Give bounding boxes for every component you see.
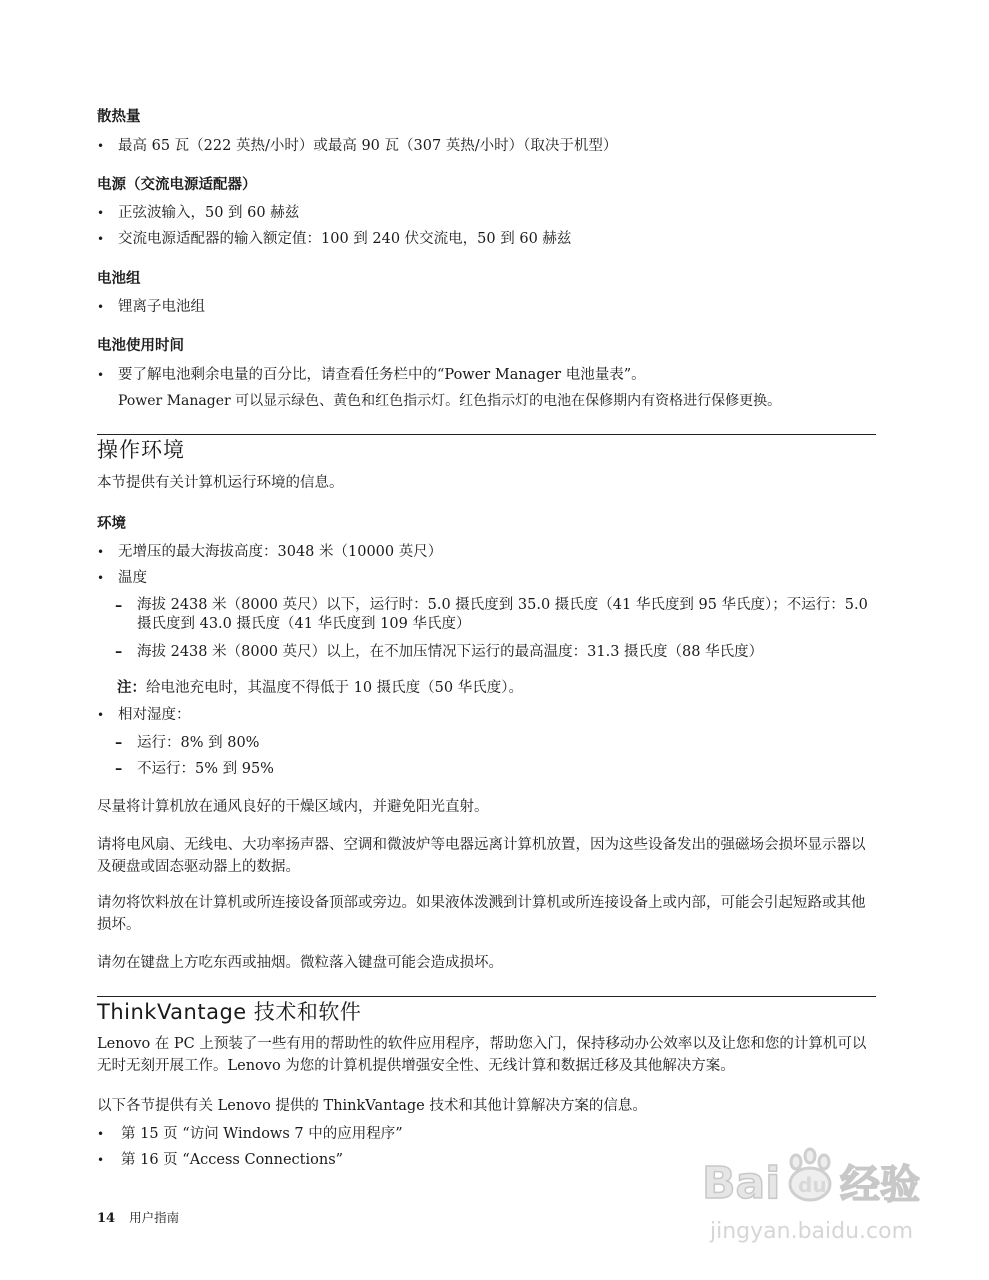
- svg-text:经验: 经验: [840, 1162, 920, 1208]
- section-divider: [97, 996, 876, 997]
- note-label: 注：: [117, 680, 146, 696]
- cross-reference-link[interactable]: 第 16 页 “Access Connections”: [121, 1152, 344, 1168]
- bullet-icon: •: [97, 1127, 105, 1141]
- operating-env-intro: 本节提供有关计算机运行环境的信息。: [97, 475, 344, 491]
- footer-label: 用户指南: [129, 1210, 180, 1225]
- bullet-icon: •: [97, 545, 105, 559]
- battery-life-continuation: Power Manager 可以显示绿色、黄色和红色指示灯。红色指示灯的电池在保修期内有资格进行保修更换。: [118, 393, 782, 409]
- page-footer: [97, 1208, 179, 1226]
- bullet-icon: •: [97, 368, 105, 382]
- sub-list-item: – 海拔 2438 米（8000 英尺）以下，运行时：5.0 摄氏度到 35.0 摄氏度（41 华氏度到 95 华氏度）；不运行：5.0 摄氏度到 43.0 摄氏度（41 华氏度到 109 华氏度）: [115, 597, 868, 632]
- paragraph: 以下各节提供有关 Lenovo 提供的 ThinkVantage 技术和其他计算解决方案的信息。: [97, 1098, 647, 1114]
- bullet-icon: •: [97, 571, 105, 585]
- dash-icon: –: [115, 734, 123, 751]
- note: [117, 677, 523, 699]
- bullet-icon: •: [97, 708, 105, 722]
- dash-icon: –: [115, 597, 123, 614]
- document-page: 散热量 • 最高 65 瓦（222 英热/小时）或最高 90 瓦（307 英热/小时）（取决于机型） 电源（交流电源适配器） • 正弦波输入，50 到 60 赫兹 • 交流电源适配器的输入额定值：100 到 240 伏交流电，50 到 60 赫兹 电池组 • 锂离子电池组 电池使用时间 • 要了解电池剩余电量的百分比，请查看任务栏中的“Power Manager 电池量表”。 Power Manager 可以显示绿色、黄色和红色指示灯。红色指示灯的电池在保修期内有资格进行保修更换。 操作环境 本节提供有关计算机运行环境的信息。 环境 • 无增压的最大海拔高度：3048 米（10000 英尺） • 温度 – 海拔 2438 米（8000 英尺）以下，运行时：5.0 摄氏度到 35.0 摄氏度（41 华氏度到 95 华氏度）；不运行：5.0 摄氏度到 43.0 摄氏度（41 华氏度到 109 华氏度） – 海拔 2438 米（8000 英尺）以上，在不加压情况下运行的最高温度：31.3 摄氏度（88 华氏度） 注：给电池充电时，其温度不得低于 10 摄氏度（50 华氏度）。 • 相对湿度： – 运行：8% 到 80% – 不运行：5% 到 95% 尽量将计算机放在通风良好的干燥区域内，并避免阳光直射。 请将电风扇、无线电、大功率扬声器、空调和微波炉等电器远离计算机放置，因为这些设备发出的强磁场会损坏显示器以及硬盘或固态驱动器上的数据。 请勿将饮料放在计算机或所连接设备顶部或旁边。如果液体泼溅到计算机或所连接设备上或内部，可能会引起短路或其他损坏。 请勿在键盘上方吃东西或抽烟。微粒落入键盘可能会造成损坏。 ThinkVantage 技术和软件 Lenovo 在 PC 上预装了一些有用的帮助性的软件应用程序，帮助您入门，保持移动办公效率以及让您和您的计算机可以无时无刻开展工作。Lenovo 为您的计算机提供增强安全性、无线计算和数据迁移及其他解决方案。 以下各节提供有关 Lenovo 提供的 ThinkVantage 技术和其他计算解决方案的信息。 • 第 15 页 “访问 Windows 7 中的应用程序” • 第 16 页 “Access Connections” 14 用户指南 Bai du 经验 jingyan.baidu.com: [0, 0, 989, 1280]
- section-divider: [97, 434, 876, 435]
- bullet-icon: •: [97, 300, 105, 314]
- baidu-watermark-logo: [700, 1140, 940, 1250]
- heading-environment: 环境: [97, 516, 126, 532]
- cross-reference-link[interactable]: 第 15 页 “访问 Windows 7 中的应用程序”: [121, 1126, 403, 1142]
- heading-heat: 散热量: [97, 109, 141, 125]
- bullet-icon: •: [97, 139, 105, 153]
- bullet-icon: •: [97, 206, 105, 220]
- paragraph: 请将电风扇、无线电、大功率扬声器、空调和微波炉等电器远离计算机放置，因为这些设备发出的强磁场会损坏显示器以及硬盘或固态驱动器上的数据。: [97, 837, 866, 875]
- paragraph: 尽量将计算机放在通风良好的干燥区域内，并避免阳光直射。: [97, 799, 489, 815]
- paragraph: Lenovo 在 PC 上预装了一些有用的帮助性的软件应用程序，帮助您入门，保持移动办公效率以及让您和您的计算机可以无时无刻开展工作。Lenovo 为您的计算机提供增强安全性、无线计算和数据迁移及其他解决方案。: [97, 1036, 867, 1074]
- dash-icon: –: [115, 760, 123, 777]
- svg-text:Bai: Bai: [702, 1158, 781, 1209]
- heading-battery-life: 电池使用时间: [97, 338, 184, 354]
- note-text: 给电池充电时，其温度不得低于 10 摄氏度（50 华氏度）。: [146, 680, 523, 696]
- baidu-paw-icon: [700, 1140, 940, 1250]
- paragraph: 请勿将饮料放在计算机或所连接设备顶部或旁边。如果液体泼溅到计算机或所连接设备上或内部，可能会引起短路或其他损坏。: [97, 895, 866, 933]
- svg-text:jingyan.baidu.com: jingyan.baidu.com: [710, 1219, 914, 1244]
- bullet-icon: •: [97, 232, 105, 246]
- svg-text:du: du: [798, 1173, 827, 1197]
- heading-power: 电源（交流电源适配器）: [97, 177, 257, 193]
- section-title-operating-env: 操作环境: [97, 438, 185, 462]
- paragraph: 请勿在键盘上方吃东西或抽烟。微粒落入键盘可能会造成损坏。: [97, 955, 503, 971]
- page-number: 14: [97, 1211, 116, 1226]
- section-title-thinkvantage: ThinkVantage 技术和软件: [97, 1000, 362, 1024]
- heading-battery: 电池组: [97, 271, 141, 287]
- bullet-icon: •: [97, 1153, 105, 1167]
- dash-icon: –: [115, 643, 123, 660]
